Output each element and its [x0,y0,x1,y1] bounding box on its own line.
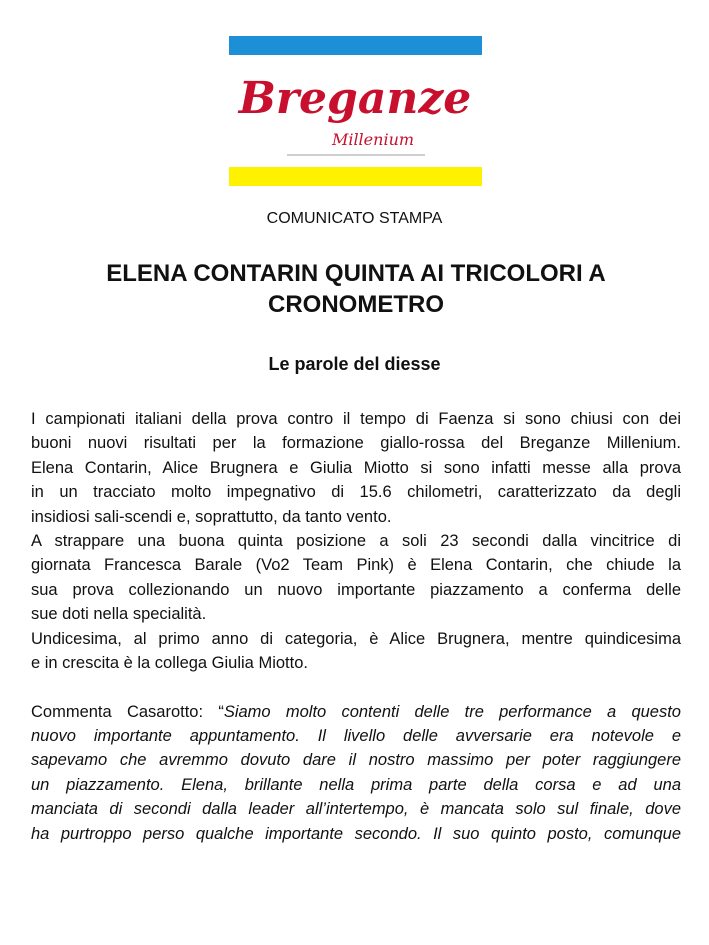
paragraph-line: in un tracciato molto impegnativo di 15.6 chilometri, caratterizzato da degli [31,483,681,502]
quote-line: nuovo importante appuntamento. Il livello delle avversarie era notevole e [31,727,681,746]
paragraph-3 [31,627,681,676]
quote-text: Siamo molto contenti delle tre performance a questo [223,702,681,721]
logo-yellow-stripe [229,167,482,186]
title-line-2: CRONOMETRO [268,291,444,318]
paragraph-1 [31,407,681,529]
document-subtitle: Le parole del diesse [268,354,441,374]
quote-line: ha purtroppo perso qualche importante secondo. Il suo quinto posto, comunque [31,824,681,843]
paragraph-spacer [31,675,681,699]
logo-brand-tagline: Millenium [331,130,415,149]
paragraph-line: Undicesima, al primo anno di categoria, è Alice Brugnera, mentre quindicesima [31,629,681,648]
paragraph-line: e in crescita è la collega Giulia Miotto. [31,653,308,672]
paragraph-line: I campionati italiani della prova contro il tempo di Faenza si sono chiusi con dei [31,410,681,428]
paragraph-line: Elena Contarin, Alice Brugnera e Giulia Miotto si sono infatti messe alla prova [31,458,681,477]
paragraph-line: giornata Francesca Barale (Vo2 Team Pink) è Elena Contarin, che chiude la [31,556,681,575]
document-title [40,258,672,320]
logo-blue-stripe [229,36,482,55]
title-line-1: ELENA CONTARIN QUINTA AI TRICOLORI A [106,260,606,287]
paragraph-line: buoni nuovi risultati per la formazione giallo-rossa del Breganze Millenium. [31,434,681,453]
paragraph-line: insidiosi sali-scendi e, soprattutto, da tanto vento. [31,507,392,526]
paragraph-line: sua prova collezionando un nuovo importante piazzamento a conferma delle [31,580,681,599]
document-label: COMUNICATO STAMPA [266,210,443,227]
quote-line: un piazzamento. Elena, brillante nella prima parte della corsa e ad una [31,775,681,794]
logo-brand-name: Breganze [238,73,472,124]
quote-paragraph [31,700,681,846]
breganze-millenium-logo [229,36,482,186]
quote-line: sapevamo che avremmo dovuto dare il nostro massimo per poter raggiungere [31,751,681,770]
paragraph-line: A strappare una buona quinta posizione a soli 23 secondi dalla vincitrice di [31,531,681,550]
quote-intro: Commenta Casarotto: “ [31,702,224,721]
paragraph-2 [31,529,681,627]
logo-wordmark [229,55,482,167]
quote-line: manciata di secondi dalla leader all’intertempo, è mancata solo sul finale, dove [31,800,681,819]
quote-line [31,700,681,724]
paragraph-line: sue doti nella specialità. [31,605,207,624]
article-body [31,407,681,846]
